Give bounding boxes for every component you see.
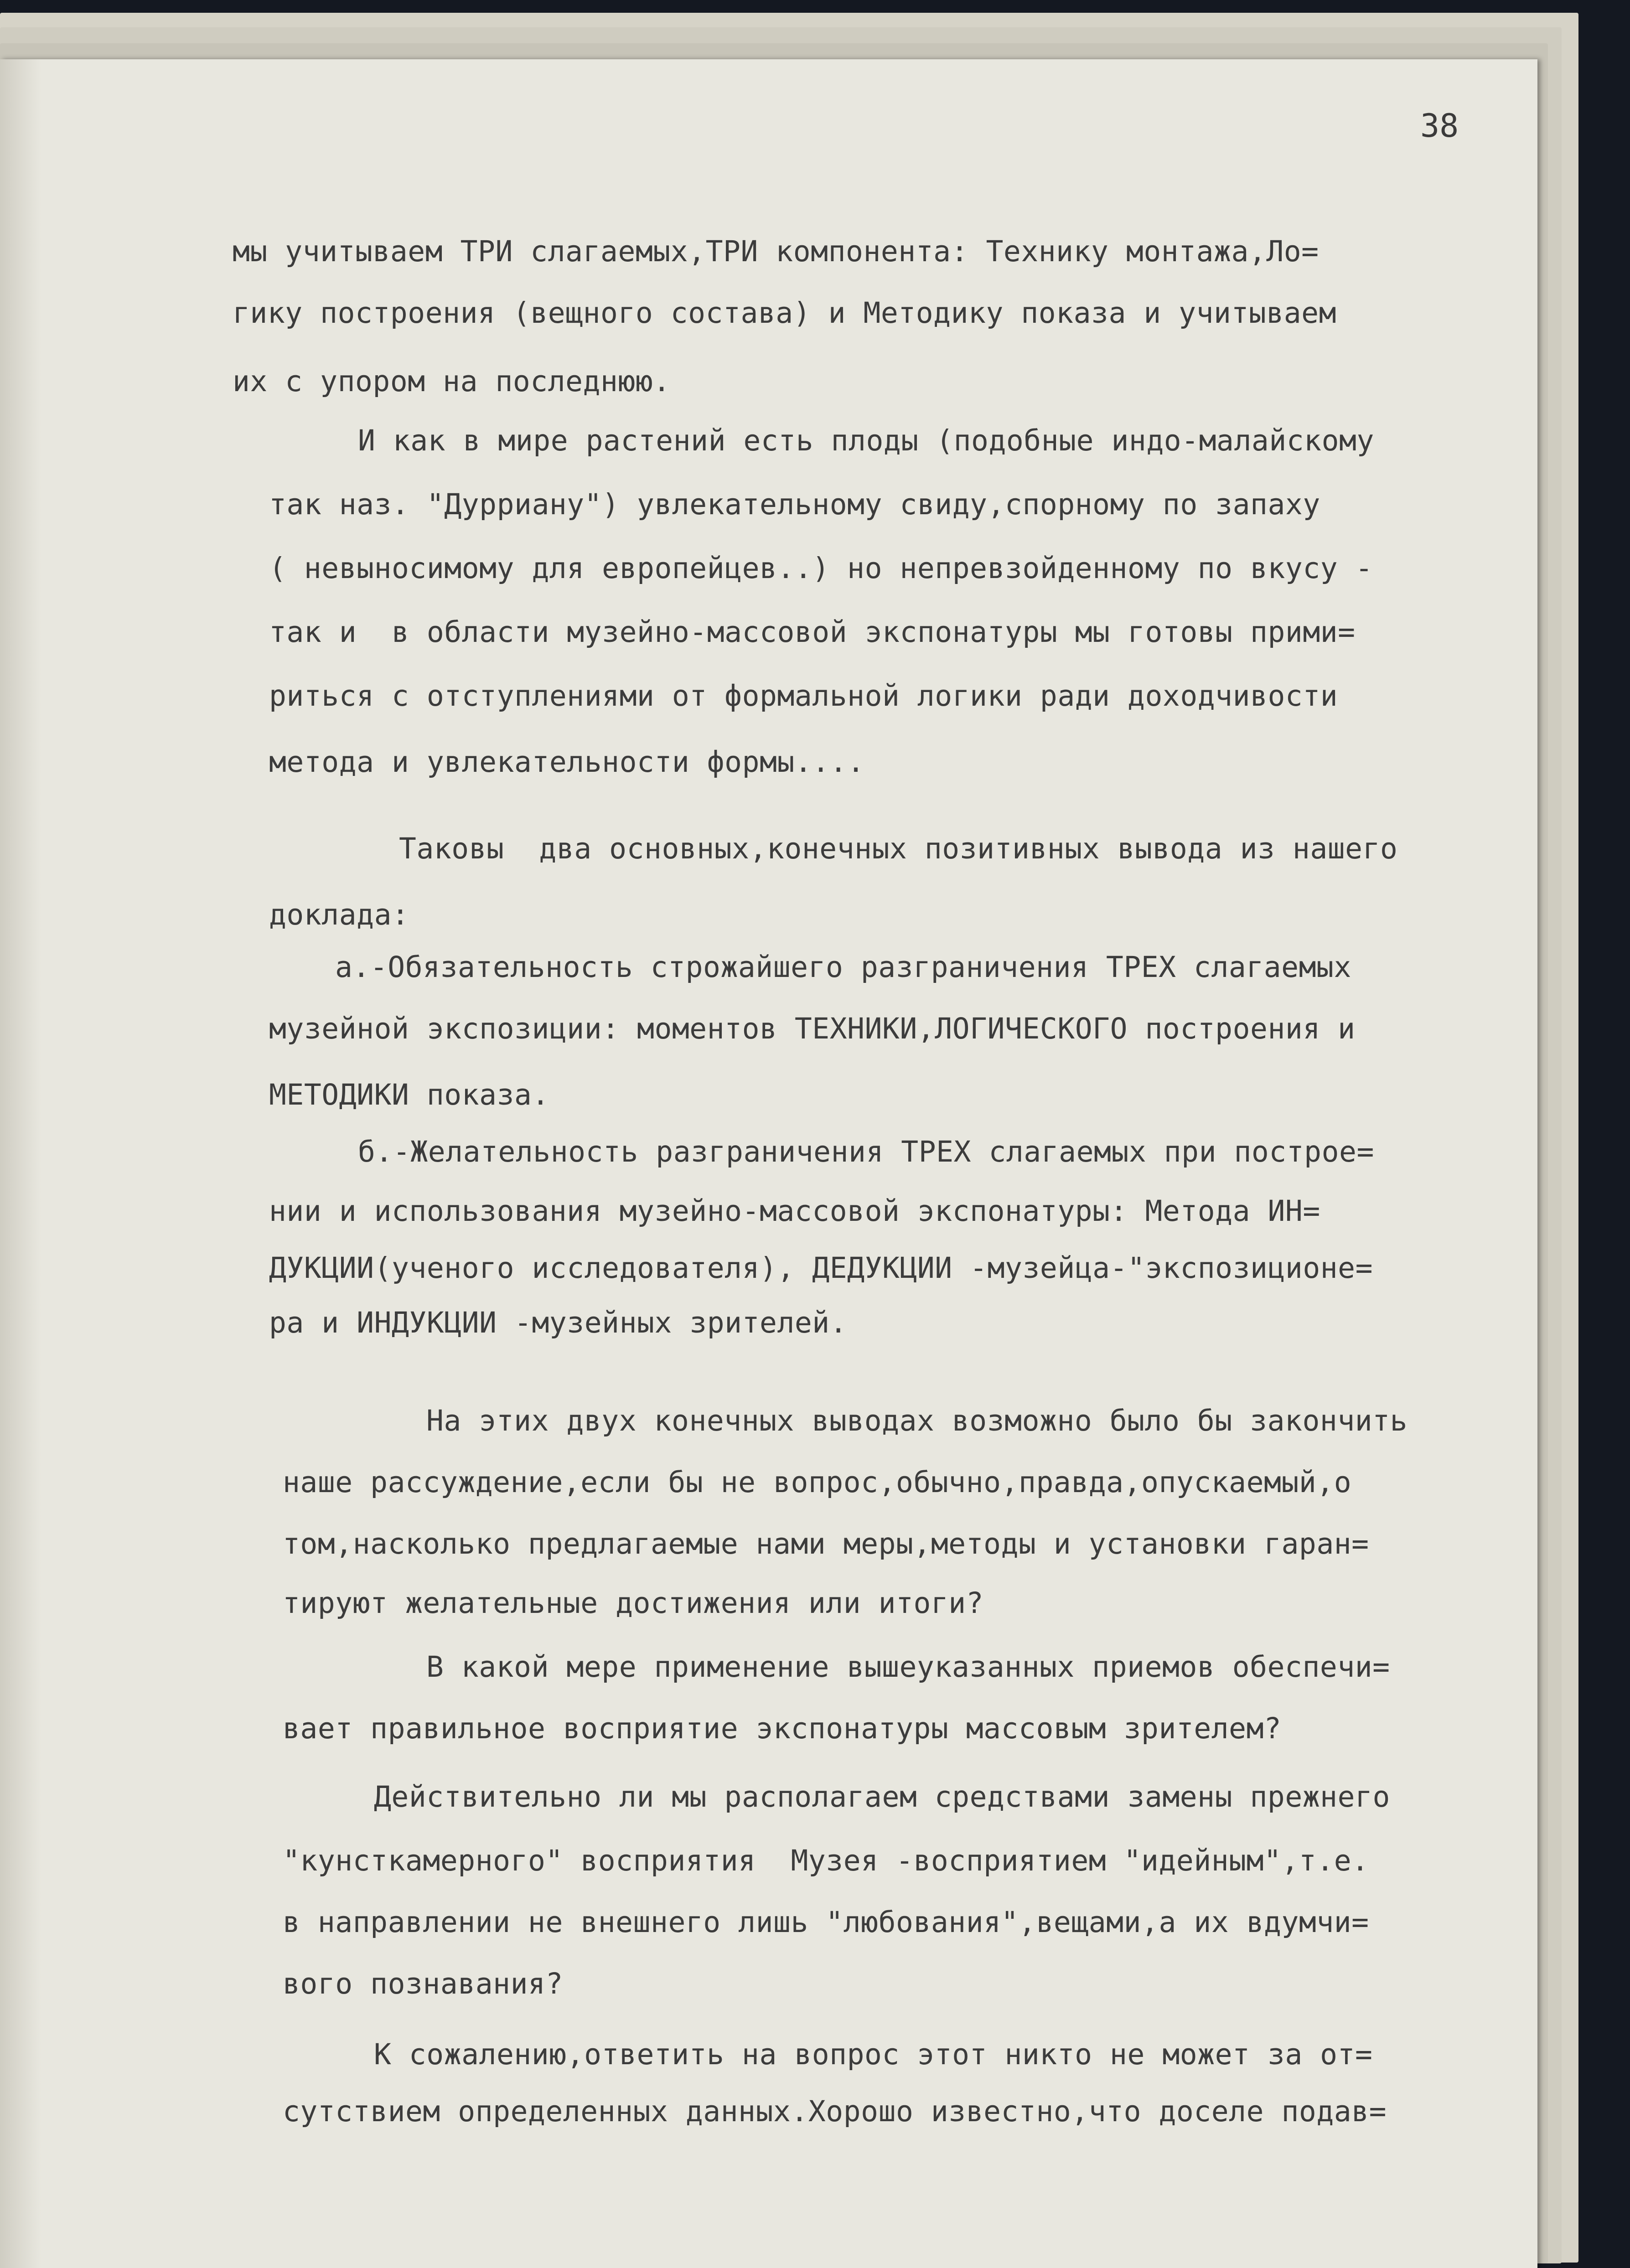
text-line: ( невыносимому для европейцев..) но непревзойденному по вкусу - <box>269 552 1373 585</box>
text-line: так и в области музейно-массовой экспонатуры мы готовы прими= <box>269 615 1356 649</box>
text-line: риться с отступлениями от формальной логики ради доходчивости <box>269 679 1338 713</box>
page-shadow <box>0 59 41 2268</box>
text-line: доклада: <box>269 898 409 931</box>
text-line: наше рассуждение,если бы не вопрос,обычно,правда,опускаемый,о <box>283 1466 1352 1499</box>
text-line: б.-Желательность разграничения ТРЕХ слагаемых при построе= <box>358 1135 1374 1168</box>
text-line: ра и ИНДУКЦИИ -музейных зрителей. <box>269 1306 848 1339</box>
text-line: Действительно ли мы располагаем средствами замены прежнего <box>374 1780 1390 1813</box>
text-line: вает правильное восприятие экспонатуры массовым зрителем? <box>283 1712 1282 1745</box>
text-line: В какой мере применение вышеуказанных приемов обеспечи= <box>426 1650 1390 1684</box>
text-line: Таковы два основных,конечных позитивных вывода из нашего <box>399 832 1398 865</box>
text-line: сутствием определенных данных.Хорошо известно,что доселе подав= <box>283 2095 1387 2128</box>
text-line: К сожалению,ответить на вопрос этот никто не может за от= <box>374 2038 1373 2071</box>
text-line: метода и увлекательности формы.... <box>269 745 865 779</box>
text-line: том,насколько предлагаемые нами меры,методы и установки гаран= <box>283 1527 1369 1560</box>
text-line: мы учитываем ТРИ слагаемых,ТРИ компонента: Технику монтажа,Ло= <box>233 235 1319 268</box>
text-line: музейной экспозиции: моментов ТЕХНИКИ,ЛОГИЧЕСКОГО построения и <box>269 1012 1356 1045</box>
text-line: ДУКЦИИ(ученого исследователя), ДЕДУКЦИИ -музейца-"экспозиционе= <box>269 1251 1373 1285</box>
text-line: их с упором на последнюю. <box>233 365 671 398</box>
text-line: так наз. "Дурриану") увлекательному свиду,спорному по запаху <box>269 488 1320 521</box>
text-line: На этих двух конечных выводах возможно было бы закончить <box>426 1404 1408 1437</box>
text-line: И как в мире растений есть плоды (подобные индо-малайскому <box>358 424 1374 457</box>
text-line: МЕТОДИКИ показа. <box>269 1078 549 1111</box>
text-line: гику построения (вещного состава) и Методику показа и учитываем <box>233 296 1337 330</box>
text-line: тируют желательные достижения или итоги? <box>283 1586 984 1620</box>
text-line: а.-Обязательность строжайшего разграничения ТРЕХ слагаемых <box>335 951 1351 984</box>
page-number: 38 <box>1420 107 1459 145</box>
text-line: нии и использования музейно-массовой экспонатуры: Метода ИН= <box>269 1194 1320 1228</box>
text-line: "кунсткамерного" восприятия Музея -восприятием "идейным",т.е. <box>283 1844 1369 1877</box>
text-line: вого познавания? <box>283 1967 563 2000</box>
text-line: в направлении не внешнего лишь "любования",вещами,а их вдумчи= <box>283 1906 1369 1939</box>
